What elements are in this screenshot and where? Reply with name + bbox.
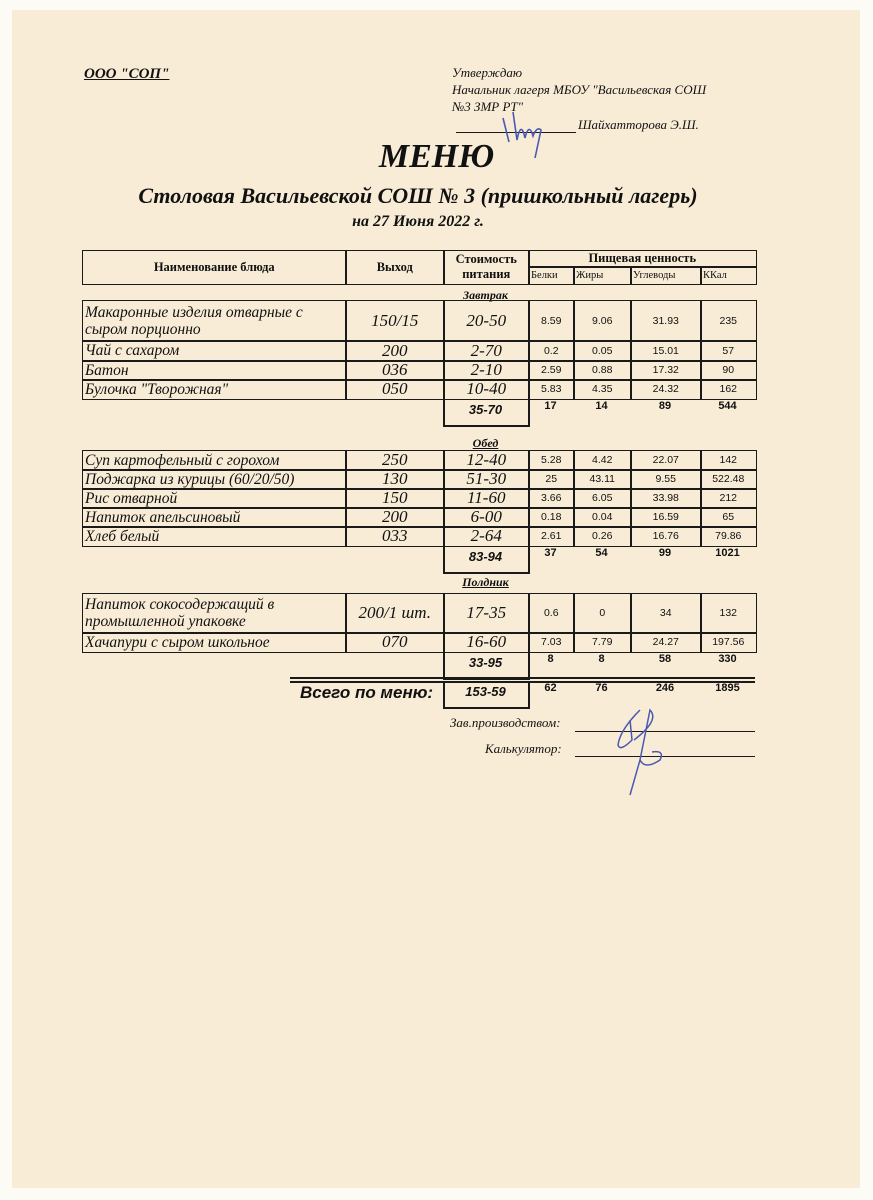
- dish-fat: [573, 379, 632, 400]
- dish-yield: [345, 593, 445, 634]
- dish-protein: [528, 632, 575, 653]
- section-total-cost: 33-95: [468, 655, 503, 670]
- header-cost: [443, 250, 530, 285]
- dish-cost: [443, 450, 530, 471]
- dish-cost-text: 10-40: [466, 379, 507, 399]
- dish-protein: [528, 340, 575, 362]
- dish-kcal-text: 65: [722, 511, 735, 524]
- dish-protein: [528, 469, 575, 490]
- dish-kcal-text: 235: [719, 314, 738, 327]
- dish-kcal: [700, 488, 757, 509]
- dish-yield-text: 150/15: [371, 310, 419, 330]
- dish-name-text: Напиток сокосодержащий в промышленной упаковке: [85, 596, 275, 631]
- section-total-fat: 54: [595, 547, 608, 559]
- section-total-kcal: 544: [718, 400, 737, 412]
- dish-fat-text: 0.88: [592, 364, 613, 377]
- dish-yield-text: 200: [382, 340, 408, 360]
- dish-yield: [345, 340, 445, 362]
- section-label: Завтрак: [463, 288, 508, 302]
- header-dish-name: [82, 250, 347, 285]
- section-total-fat: 8: [598, 653, 605, 665]
- dish-cost: [443, 593, 530, 634]
- header-dish-name-text: Наименование блюда: [153, 259, 275, 274]
- dish-fat-text: 43.11: [589, 473, 615, 486]
- dish-name: [82, 379, 347, 400]
- dish-name-text: Хачапури с сыром школьное: [85, 633, 270, 651]
- dish-protein: [528, 488, 575, 509]
- dish-carbs: [630, 340, 702, 362]
- header-carbs: [630, 266, 702, 285]
- production-head-signature: [590, 700, 680, 800]
- dish-fat: [573, 469, 632, 490]
- dish-cost: [443, 300, 530, 342]
- dish-name: [82, 450, 347, 471]
- dish-fat-text: 7.79: [592, 636, 613, 649]
- dish-protein-text: 7.03: [541, 636, 562, 649]
- dish-protein: [528, 360, 575, 381]
- dish-protein-text: 0.6: [543, 607, 559, 620]
- approval-position: Начальник лагеря МБОУ "Васильевская СОШ: [452, 82, 707, 97]
- dish-yield-text: 250: [382, 450, 408, 470]
- dish-fat-text: 4.42: [592, 454, 613, 467]
- dish-name: [82, 526, 347, 547]
- total-box-bottom: [443, 425, 530, 427]
- dish-cost: [443, 488, 530, 509]
- dish-kcal-text: 90: [722, 364, 735, 377]
- dish-kcal: [700, 632, 757, 653]
- dish-protein: [528, 507, 575, 528]
- dish-fat: [573, 632, 632, 653]
- header-cost-line2: питания: [462, 267, 511, 282]
- section-total-protein: 8: [547, 653, 554, 665]
- dish-kcal-text: 197.56: [712, 636, 745, 649]
- dish-kcal: [700, 450, 757, 471]
- dish-name-text: Макаронные изделия отварные с сыром порционно: [85, 303, 303, 338]
- section-total-fat: 14: [595, 400, 608, 412]
- dish-yield: [345, 450, 445, 471]
- total-box-bottom: [443, 572, 530, 574]
- dish-protein-text: 2.59: [541, 364, 562, 377]
- dish-fat: [573, 300, 632, 342]
- dish-carbs-text: 16.59: [652, 511, 679, 524]
- dish-carbs-text: 34: [659, 607, 672, 620]
- dish-fat-text: 6.05: [592, 492, 613, 505]
- dish-carbs-text: 24.32: [652, 383, 679, 396]
- dish-fat: [573, 526, 632, 547]
- approval-signer: Шайхатторова Э.Ш.: [578, 117, 699, 132]
- dish-protein: [528, 450, 575, 471]
- dish-protein-text: 5.28: [541, 454, 562, 467]
- dish-name: [82, 507, 347, 528]
- dish-cost-text: 51-30: [466, 469, 507, 489]
- dish-kcal: [700, 507, 757, 528]
- dish-protein-text: 25: [545, 473, 558, 486]
- section-total-protein: 17: [544, 400, 557, 412]
- dish-yield-text: 070: [382, 632, 408, 652]
- dish-name-text: Чай с сахаром: [85, 342, 180, 360]
- dish-name-text: Рис отварной: [85, 489, 178, 507]
- dish-yield-text: 200: [382, 507, 408, 527]
- dish-kcal: [700, 469, 757, 490]
- dish-carbs: [630, 360, 702, 381]
- section-total-carbs: 99: [658, 547, 672, 559]
- page-title: МЕНЮ: [378, 138, 495, 175]
- dish-name-text: Поджарка из курицы (60/20/50): [85, 470, 295, 488]
- approval-position-cont: №3 ЗМР РТ": [452, 99, 524, 114]
- dish-kcal-text: 79.86: [715, 530, 742, 543]
- dish-carbs: [630, 632, 702, 653]
- dish-fat-text: 9.06: [592, 314, 613, 327]
- dish-name: [82, 632, 347, 653]
- dish-cost: [443, 360, 530, 381]
- dish-cost-text: 17-35: [466, 603, 507, 623]
- dish-carbs: [630, 593, 702, 634]
- dish-cost-text: 2-64: [470, 526, 502, 546]
- dish-yield: [345, 300, 445, 342]
- dish-fat-text: 0: [599, 607, 606, 620]
- dish-kcal: [700, 593, 757, 634]
- menu-date: на 27 Июня 2022 г.: [352, 213, 484, 230]
- dish-name: [82, 300, 347, 342]
- dish-yield: [345, 469, 445, 490]
- dish-yield: [345, 379, 445, 400]
- header-protein: [528, 266, 575, 285]
- grand-total-label: Всего по меню:: [300, 683, 434, 702]
- section-total-kcal: 1021: [715, 547, 740, 559]
- grand-total-carbs: 246: [655, 682, 675, 694]
- dish-name-text: Хлеб белый: [85, 527, 160, 545]
- header-nutrition-text: Пищевая ценность: [588, 251, 697, 266]
- page-subtitle: Столовая Васильевской СОШ № 3 (пришкольный лагерь): [138, 183, 698, 208]
- dish-protein-text: 0.2: [543, 344, 559, 357]
- dish-yield-text: 150: [382, 488, 408, 508]
- dish-fat-text: 0.04: [592, 511, 613, 524]
- dish-cost-text: 2-10: [470, 360, 502, 380]
- grand-total-rule-1: [290, 677, 755, 679]
- header-kcal: [700, 266, 757, 285]
- dish-yield-text: 033: [382, 526, 408, 546]
- header-carbs-text: Углеводы: [633, 269, 676, 281]
- dish-carbs-text: 24.27: [652, 636, 679, 649]
- section-label: Обед: [472, 436, 499, 450]
- dish-kcal-text: 57: [722, 344, 735, 357]
- dish-cost: [443, 526, 530, 547]
- dish-cost-text: 6-00: [470, 507, 502, 527]
- header-kcal-text: ККал: [703, 269, 727, 281]
- section-total-cost: 35-70: [468, 402, 503, 417]
- dish-cost: [443, 507, 530, 528]
- dish-cost: [443, 632, 530, 653]
- dish-yield: [345, 507, 445, 528]
- dish-protein-text: 8.59: [541, 314, 562, 327]
- dish-yield-text: 050: [382, 379, 408, 399]
- dish-kcal-text: 212: [719, 492, 738, 505]
- section-total-carbs: 58: [658, 653, 672, 665]
- grand-total-kcal: 1895: [715, 682, 740, 694]
- dish-carbs: [630, 507, 702, 528]
- production-head-label: Зав.производством:: [450, 715, 561, 730]
- dish-name-text: Булочка "Творожная": [85, 380, 229, 398]
- dish-yield-text: 036: [382, 360, 408, 380]
- organization-name: ООО "СОП": [84, 66, 170, 82]
- dish-carbs: [630, 300, 702, 342]
- dish-kcal: [700, 379, 757, 400]
- dish-cost: [443, 469, 530, 490]
- dish-protein: [528, 526, 575, 547]
- dish-kcal: [700, 360, 757, 381]
- dish-kcal-text: 162: [719, 383, 738, 396]
- section-total-kcal: 330: [718, 653, 737, 665]
- dish-kcal: [700, 300, 757, 342]
- dish-name: [82, 469, 347, 490]
- dish-cost-text: 11-60: [467, 488, 506, 508]
- dish-yield-text: 200/1 шт.: [358, 603, 432, 623]
- dish-kcal: [700, 340, 757, 362]
- dish-cost: [443, 379, 530, 400]
- dish-protein-text: 0.18: [541, 511, 562, 524]
- dish-fat-text: 4.35: [592, 383, 613, 396]
- dish-fat-text: 0.05: [592, 344, 613, 357]
- dish-protein: [528, 593, 575, 634]
- section-total-protein: 37: [544, 547, 557, 559]
- dish-kcal-text: 132: [719, 607, 738, 620]
- dish-kcal-text: 522.48: [712, 473, 745, 486]
- dish-carbs: [630, 379, 702, 400]
- grand-total-cost: 153-59: [465, 684, 506, 699]
- dish-name: [82, 488, 347, 509]
- dish-yield: [345, 488, 445, 509]
- dish-carbs-text: 16.76: [652, 530, 679, 543]
- grand-total-box-bottom: [443, 707, 530, 709]
- dish-name: [82, 593, 347, 634]
- dish-cost-text: 12-40: [466, 450, 507, 470]
- dish-carbs: [630, 450, 702, 471]
- dish-protein-text: 3.66: [541, 492, 562, 505]
- dish-name: [82, 360, 347, 381]
- header-fat: [573, 266, 632, 285]
- dish-protein-text: 2.61: [541, 530, 562, 543]
- dish-carbs-text: 22.07: [652, 454, 679, 467]
- dish-yield: [345, 632, 445, 653]
- header-cost-line1: Стоимость: [455, 252, 517, 267]
- section-total-cost: 83-94: [468, 549, 503, 564]
- dish-fat: [573, 360, 632, 381]
- dish-cost-text: 16-60: [466, 632, 507, 652]
- dish-protein-text: 5.83: [541, 383, 562, 396]
- dish-name-text: Суп картофельный с горохом: [85, 451, 280, 469]
- dish-protein: [528, 300, 575, 342]
- dish-carbs-text: 33.98: [652, 492, 679, 505]
- dish-fat: [573, 507, 632, 528]
- approval-label: Утверждаю: [452, 65, 523, 80]
- dish-carbs-text: 9.55: [655, 473, 676, 486]
- dish-fat: [573, 450, 632, 471]
- calculator-label: Калькулятор:: [485, 741, 562, 756]
- header-yield: [345, 250, 445, 285]
- grand-total-fat: 76: [595, 682, 608, 694]
- grand-total-protein: 62: [544, 682, 557, 694]
- header-nutrition: [528, 250, 757, 268]
- dish-fat-text: 0.26: [592, 530, 613, 543]
- dish-carbs: [630, 526, 702, 547]
- dish-fat: [573, 488, 632, 509]
- dish-carbs-text: 15.01: [652, 344, 679, 357]
- dish-cost-text: 2-70: [470, 340, 502, 360]
- dish-carbs: [630, 469, 702, 490]
- dish-yield: [345, 526, 445, 547]
- header-yield-text: Выход: [376, 259, 413, 274]
- header-protein-text: Белки: [531, 269, 558, 281]
- dish-carbs-text: 31.93: [652, 314, 679, 327]
- dish-carbs-text: 17.32: [652, 364, 679, 377]
- dish-fat: [573, 340, 632, 362]
- dish-name: [82, 340, 347, 362]
- dish-carbs: [630, 488, 702, 509]
- dish-cost-text: 20-50: [466, 310, 507, 330]
- section-label: Полдник: [462, 575, 509, 589]
- dish-cost: [443, 340, 530, 362]
- dish-kcal: [700, 526, 757, 547]
- dish-fat: [573, 593, 632, 634]
- dish-kcal-text: 142: [719, 454, 738, 467]
- dish-name-text: Напиток апельсиновый: [85, 508, 241, 526]
- header-fat-text: Жиры: [576, 269, 604, 281]
- dish-yield-text: 130: [382, 469, 408, 489]
- dish-yield: [345, 360, 445, 381]
- section-total-carbs: 89: [658, 400, 672, 412]
- dish-protein: [528, 379, 575, 400]
- dish-name-text: Батон: [85, 361, 129, 379]
